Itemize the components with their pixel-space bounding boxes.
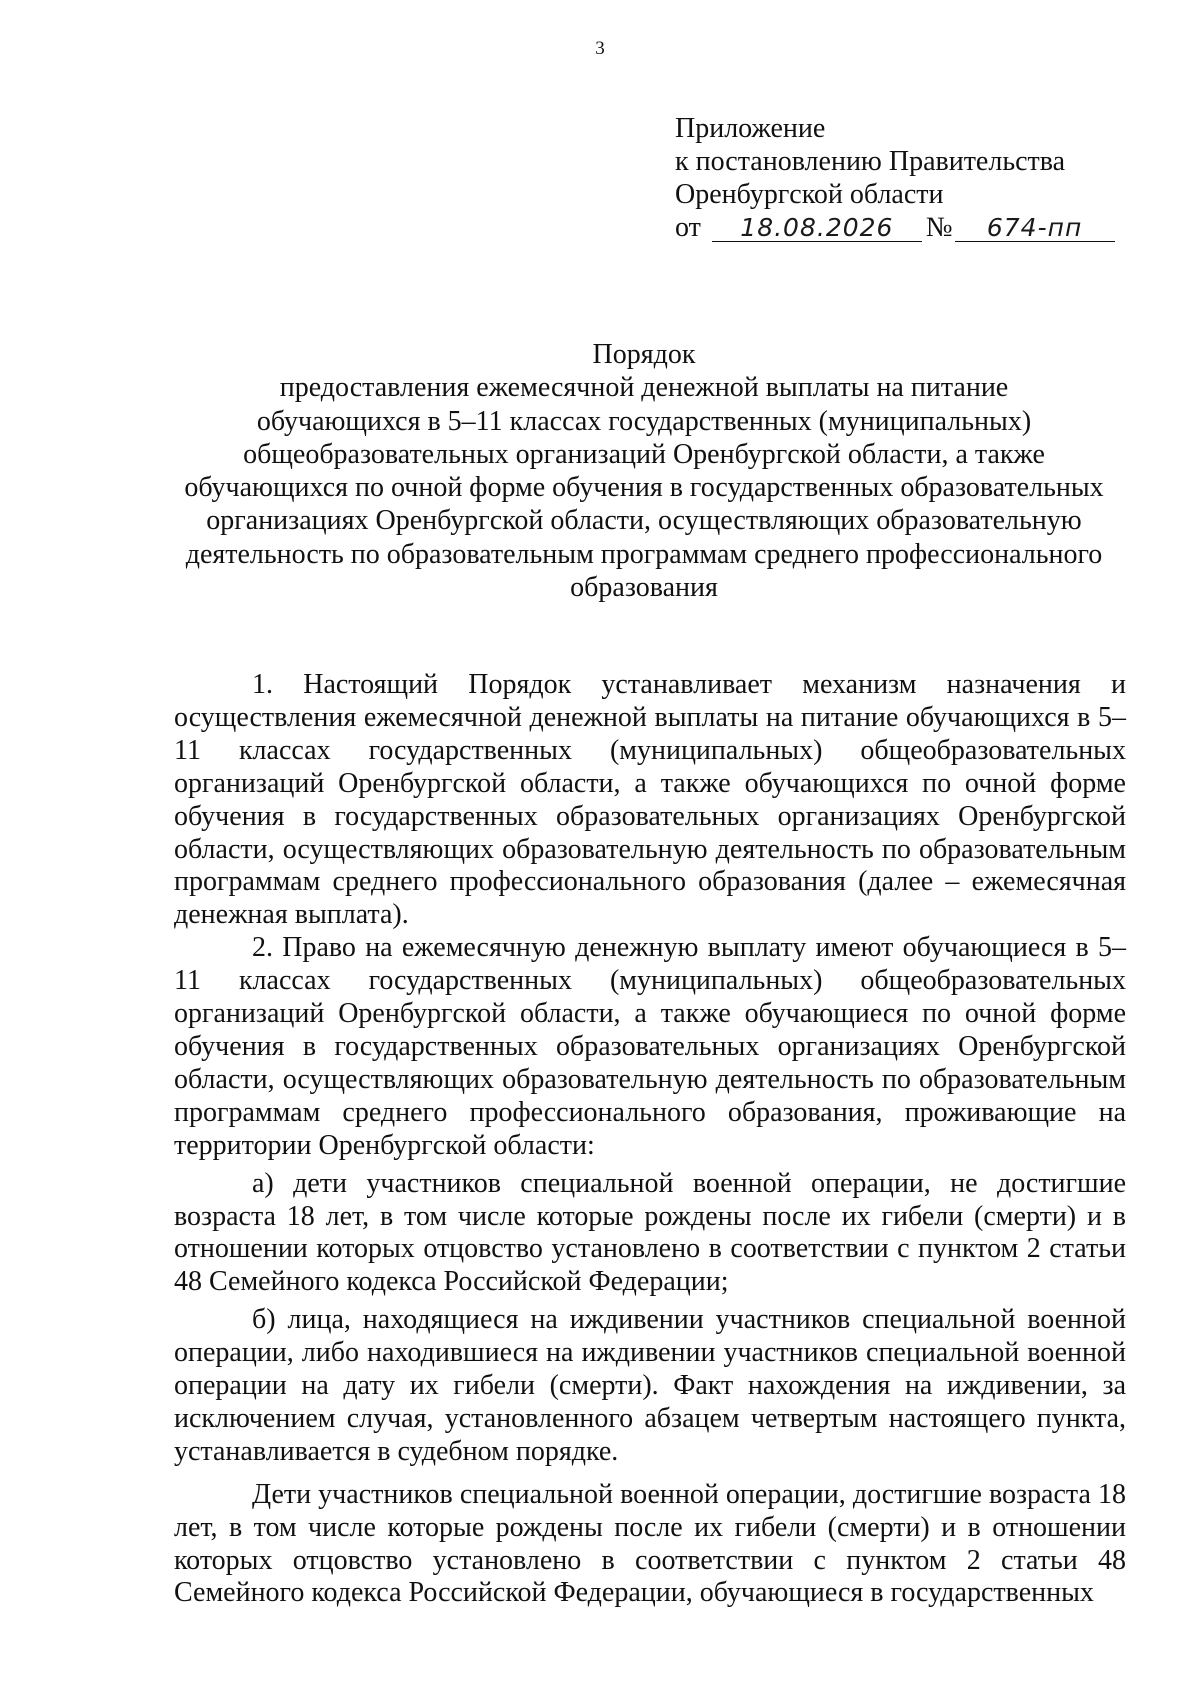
title-line-5: организациях Оренбургской области, осуществляющих образовательную — [206, 505, 1082, 537]
from-label: от — [675, 212, 701, 243]
appendix-line-2: к постановлению Правительства — [675, 146, 1066, 177]
title-heading: Порядок — [592, 339, 696, 370]
title-line-1: предоставления ежемесячной денежной выплаты на питание — [279, 372, 1009, 404]
title-line-7: образования — [570, 572, 718, 604]
title-line-4: обучающихся по очной форме обучения в государственных образовательных — [184, 472, 1104, 504]
number-sign: № — [925, 212, 953, 243]
paragraph-2b: б) лица, находящиеся на иждивении участников специальной военной операции, либо находившиеся на иждивении участников специальной военной операции на дату их гибели (смерти). Факт нахождения на иждивении, за исключением случая, установленного абзацем четвертым настоящего пункта, устанавливается в судебном порядке. — [174, 1304, 1126, 1467]
document-body — [174, 669, 1126, 1610]
title-line-3: общеобразовательных организаций Оренбургской области, а также — [243, 438, 1045, 470]
appendix-date-number-line — [675, 211, 1115, 244]
page-number: 3 — [595, 38, 605, 59]
title-line-6: деятельность по образовательным программам среднего профессионального — [185, 538, 1103, 570]
appendix-line-1: Приложение — [675, 113, 826, 144]
paragraph-3: Дети участников специальной военной операции, достигшие возраста 18 лет, в том числе которые рождены после их гибели (смерти) и в отношении которых отцовство установлено в соответствии с пунктом 2 статьи 48 Семейного кодекса Российской Федерации, обучающиеся в государственных — [174, 1478, 1126, 1609]
paragraph-1: 1. Настоящий Порядок устанавливает механизм назначения и осуществления ежемесячной денежной выплаты на питание обучающихся в 5–11 классах государственных (муниципальных) общеобразовательных организаций Оренбургской области, а также обучающихся по очной форме обучения в государственных образовательных организациях Оренбургской области, осуществляющих образовательную деятельность по образовательным программам среднего профессионального образования (далее – ежемесячная денежная выплата). — [174, 669, 1126, 931]
appendix-line-3: Оренбургской области — [675, 179, 944, 210]
title-line-2: обучающихся в 5–11 классах государственных (муниципальных) — [256, 405, 1032, 437]
handwritten-number: 674-пп — [955, 215, 1115, 242]
paragraph-2: 2. Право на ежемесячную денежную выплату имеют обучающиеся в 5–11 классах государственных (муниципальных) общеобразовательных организаций Оренбургской области, а также обучающиеся по очной форме обучения в государственных образовательных организациях Оренбургской области, осуществляющих образовательную деятельность по образовательным программам среднего профессионального образования, проживающие на территории Оренбургской области: — [174, 932, 1126, 1161]
appendix-header — [675, 112, 1115, 244]
handwritten-date: 18.08.2026 — [712, 215, 922, 242]
paragraph-2a: а) дети участников специальной военной операции, не достигшие возраста 18 лет, в том числе которые рождены после их гибели (смерти) и в отношении которых отцовство установлено в соответствии с пунктом 2 статьи 48 Семейного кодекса Российской Федерации; — [174, 1167, 1126, 1298]
document-title — [160, 338, 1128, 604]
